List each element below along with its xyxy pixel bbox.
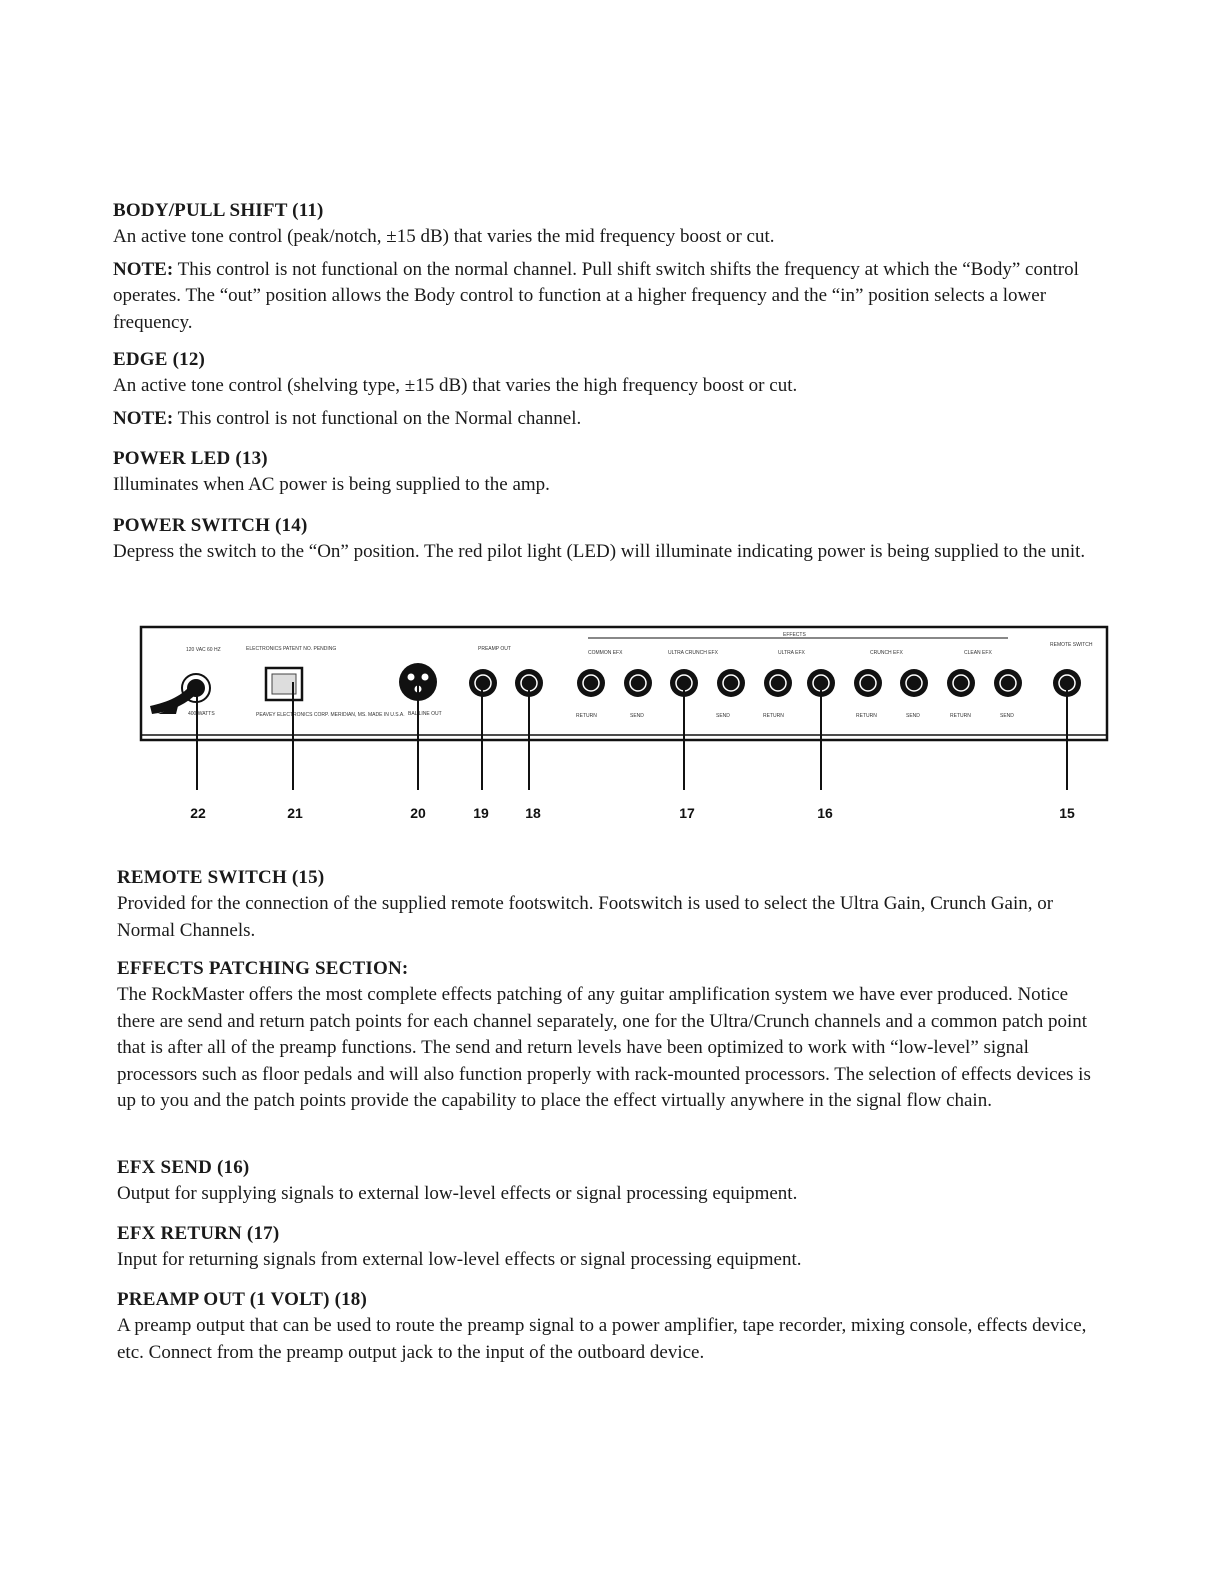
jack-icon [577,669,605,697]
section-body-pull-shift [113,198,1105,336]
section-note [113,257,1105,337]
section-heading: PREAMP OUT (1 VOLT) (18) [117,1289,368,1310]
line-out-label: BAL LINE OUT [408,711,442,717]
effects-label: EFFECTS [783,632,806,638]
section-text: A preamp output that can be used to route the preamp signal to a power amplifier, tape recorder, mixing console, effects device, etc. Connect from the preamp output jack to the input of the outboard device. [117,1315,1087,1363]
section-effects-patching [117,956,1109,1115]
section-text: Output for supplying signals to external low-level effects or signal processing equipment. [117,1183,798,1204]
callout-number: 22 [190,805,206,821]
section-heading: EFX RETURN (17) [117,1223,280,1244]
jack-icon [900,669,928,697]
callout-number: 17 [679,805,695,821]
jack-icon [947,669,975,697]
watts-label: 400 WATTS [188,711,215,717]
send-label: SEND [716,713,730,719]
note-text: This control is not functional on the normal channel. Pull shift switch shifts the frequency at which the “Body” control operates. The “out” position allows the Body control to function at a higher frequency and the “in” position selects a lower frequency. [113,258,1079,333]
note-label: NOTE: [113,258,174,280]
return-label: RETURN [950,713,971,719]
remote-switch-label: REMOTE SWITCH [1050,642,1093,648]
patent-label: ELECTRONICS PATENT NO. PENDING [246,646,337,652]
note-text: This control is not functional on the Normal channel. [177,407,582,429]
power-switch-icon [266,668,302,700]
ultra-efx-label: ULTRA EFX [778,650,805,656]
section-note [113,406,1105,433]
section-text: The RockMaster offers the most complete effects patching of any guitar amplification system we have ever produced. Notice there are send and return patch points for each channel separately, one for the Ultra/Crunch channels and a common patch point that is after all of the preamp functions. The send and return levels have been optimized to work with “low-level” signal processors such as floor pedals and will also function properly with rack-mounted processors. The selection of effects devices is up to you and the patch points provide the capability to place the effect virtually anywhere in the signal flow chain. [117,984,1091,1111]
section-heading: EFFECTS PATCHING SECTION: [117,958,409,979]
section-text: Depress the switch to the “On” position. The red pilot light (LED) will illuminate indicating power is being supplied to the unit. [113,541,1086,562]
section-remote-switch [117,865,1109,944]
section-text: An active tone control (shelving type, ±15 dB) that varies the high frequency boost or cut. [113,375,798,396]
maker-label: PEAVEY ELECTRONICS CORP. MERIDIAN, MS. MADE IN U.S.A. [256,712,405,718]
callout-number: 20 [410,805,426,821]
section-heading: EFX SEND (16) [117,1157,250,1178]
section-heading: POWER LED (13) [113,448,268,469]
crunch-efx-label: CRUNCH EFX [870,650,903,656]
section-heading: REMOTE SWITCH (15) [117,867,325,888]
section-preamp-out [117,1287,1109,1366]
return-label: RETURN [763,713,784,719]
section-power-led [113,446,1105,499]
note-label: NOTE: [113,407,174,429]
clean-efx-label: CLEAN EFX [964,650,992,656]
section-efx-return [117,1221,1109,1274]
section-heading: POWER SWITCH (14) [113,515,308,536]
jack-icon [994,669,1022,697]
jack-icon [854,669,882,697]
section-heading: BODY/PULL SHIFT (11) [113,200,324,221]
return-label: RETURN [856,713,877,719]
section-heading: EDGE (12) [113,349,206,370]
rear-panel-svg [138,624,1110,834]
preamp-out-label: PREAMP OUT [478,646,511,652]
section-edge [113,347,1105,432]
section-power-switch [113,513,1105,566]
section-text: Provided for the connection of the supplied remote footswitch. Footswitch is used to select the Ultra Gain, Crunch Gain, or Normal Channels. [117,893,1054,941]
callout-number: 16 [817,805,833,821]
callout-number: 21 [287,805,303,821]
jack-icon [624,669,652,697]
send-label: SEND [630,713,644,719]
section-text: Illuminates when AC power is being supplied to the amp. [113,474,550,495]
callout-number: 15 [1059,805,1075,821]
common-efx-label: COMMON EFX [588,650,623,656]
return-label: RETURN [576,713,597,719]
send-label: SEND [1000,713,1014,719]
callout-number: 18 [525,805,541,821]
ultra-crunch-efx-label: ULTRA CRUNCH EFX [668,650,718,656]
jack-icon [764,669,792,697]
rear-panel-diagram [138,624,1110,834]
section-text: An active tone control (peak/notch, ±15 dB) that varies the mid frequency boost or cut. [113,226,775,247]
section-efx-send [117,1155,1109,1208]
send-label: SEND [906,713,920,719]
jack-icon [717,669,745,697]
section-text: Input for returning signals from external low-level effects or signal processing equipment. [117,1249,802,1270]
callout-number: 19 [473,805,489,821]
voltage-label: 120 VAC 60 HZ [186,647,221,653]
